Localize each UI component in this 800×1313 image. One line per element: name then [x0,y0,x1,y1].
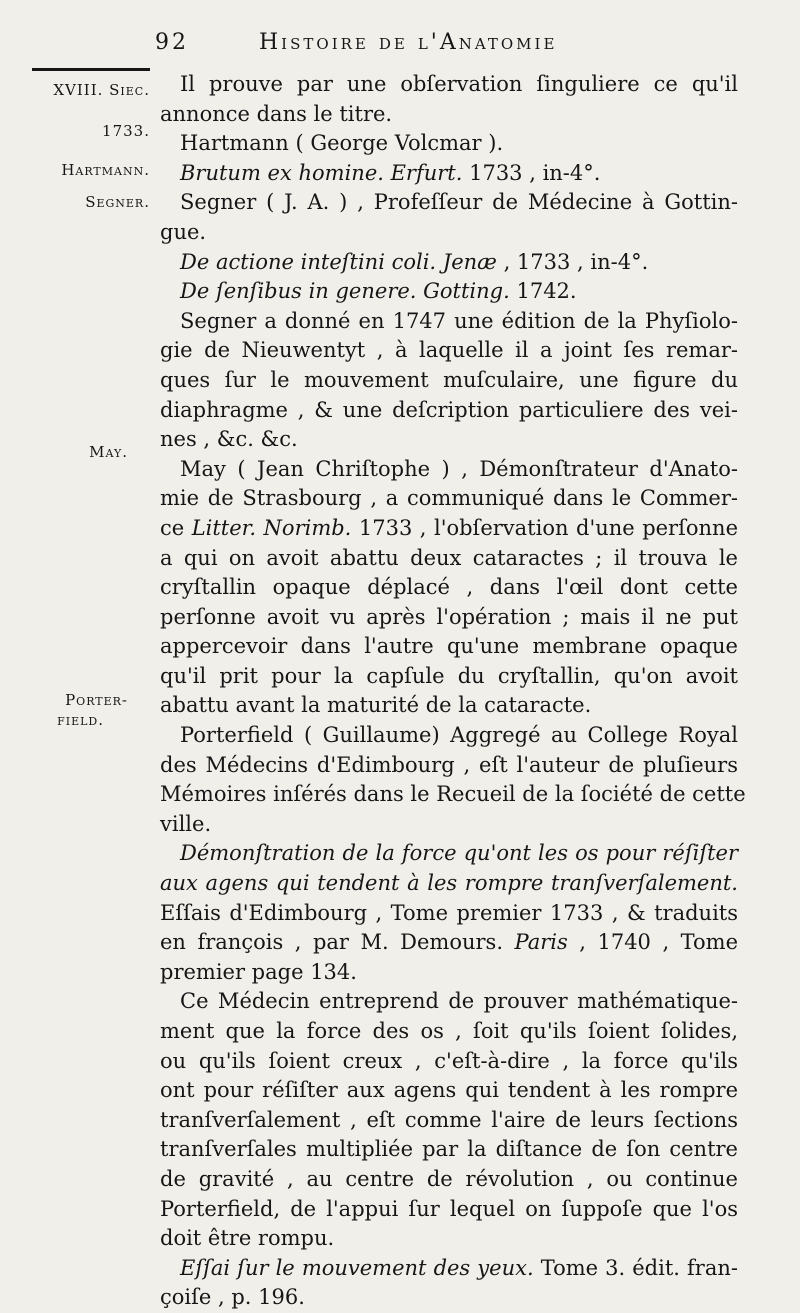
header-rule [32,68,150,71]
text-line: ont pour réſiſter aux agens qui tendent à les rompre [160,1078,738,1103]
text-fragment: Tome 3. édit. fran- [533,1255,738,1280]
text-fragment: , 1733 , in-4°. [496,249,649,274]
text-line: mie de Strasbourg , a communiqué dans le Commer- [160,486,738,511]
text-line: Segner ( J. A. ) , Profeſſeur de Médecine à Gottin- [180,190,738,215]
work-title: aux agens qui tendent à les rompre tranſverſalement. [160,871,738,896]
margin-name-may: May. [89,443,128,461]
work-title: Démonſtration de la force qu'ont les os pour réſiſter [180,841,738,866]
text-fragment: 1742. [509,279,577,304]
text-line: May ( Jean Chriſtophe ) , Démonſtrateur d'Anato- [180,456,738,481]
text-line: Segner a donné en 1747 une édition de la Phyſiolo- [180,308,738,333]
text-line: annonce dans le titre. [160,101,393,126]
text-line: Ce Médecin entreprend de prouver mathématique- [180,989,738,1014]
text-line [160,248,738,278]
text-line: doit être rompu. [160,1226,335,1251]
text-line: Il prouve par une obſervation ſinguliere ce qu'il [180,72,738,96]
text-line: cryſtallin opaque déplacé , dans l'œil dont cette [160,575,738,600]
text-fragment: en françois , par M. Demours. [160,930,515,955]
text-line: ou qu'ils ſoient creux , c'eſt-à-dire , la force qu'ils [160,1048,738,1073]
text-line: gie de Nieuwentyt , à laquelle il a joint ſes remar- [160,338,738,363]
text-line: ville. [160,811,212,836]
text-line: nes , &c. &c. [160,427,298,452]
place-name: Paris [514,930,568,955]
text-line: tranſverſalement , eſt comme l'aire de leurs ſections [160,1107,738,1132]
text-line [160,928,738,958]
text-line: des Médecins d'Edimbourg , eſt l'auteur de pluſieurs [160,752,738,777]
book-title: Brutum ex homine. Erfurt. [180,160,463,185]
text-line [160,1254,738,1284]
text-line: Porterfield ( Guillaume) Aggregé au College Royal [180,723,738,748]
text-line: perſonne avoit vu après l'opération ; mais il ne put [160,604,738,629]
margin-name-hartmann: Hartmann. [61,161,150,179]
text-line [160,839,738,869]
margin-name-segner: Segner. [85,193,150,211]
text-line: Hartmann ( George Volcmar ). [180,131,504,156]
text-fragment: ce [160,515,192,540]
text-line: abattu avant la maturité de la cataracte. [160,693,592,718]
running-head [155,30,740,64]
text-line [160,869,738,899]
page-number: 92 [155,30,189,55]
page-body [160,70,746,1313]
text-line [160,159,738,189]
work-title: Eſſai ſur le mouvement des yeux. [180,1255,534,1280]
margin-name-porterfield-1: Porter- [65,691,128,709]
text-fragment: , 1740 , Tome [567,930,738,955]
text-line: Porterfield, de l'appui ſur lequel on ſuppoſe que l'os [160,1196,738,1221]
margin-century: XVIII. Siec. [53,81,150,99]
journal-title: Litter. Norimb. [191,515,352,540]
text-line: qu'il prit pour la capſule du cryſtallin, qu'on avoit [160,663,738,688]
text-fragment: 1733 , in-4°. [462,160,601,185]
text-line: Mémoires inſérés dans le Recueil de la ſociété de cette [160,782,746,807]
text-line: premier page 134. [160,959,357,984]
text-line: a qui on avoit abattu deux cataractes ; il trouva le [160,545,738,570]
text-line: gue. [160,219,207,244]
text-line: çoiſe , p. 196. [160,1285,305,1310]
text-line [160,514,738,544]
text-line: diaphragme , & une deſcription particuliere des vei- [160,397,738,422]
book-title: De ſenſibus in genere. Gotting. [180,279,510,304]
text-line: appercevoir dans l'autre qu'une membrane opaque [160,634,738,659]
text-line: Eſſais d'Edimbourg , Tome premier 1733 , & traduits [160,900,738,925]
book-title: De actione inteſtini coli. Jenæ [180,249,497,274]
text-fragment: 1733 , l'obſervation d'une perſonne [351,515,738,540]
text-line: tranſverſales multipliée par la diſtance de ſon centre [160,1137,738,1162]
margin-year: 1733. [102,122,150,140]
page-title: Histoire de l'Anatomie [259,30,558,55]
margin-name-porterfield-2: field. [57,711,104,729]
text-line: ment que la force des os , ſoit qu'ils ſoient ſolides, [160,1019,738,1043]
text-line: de gravité , au centre de révolution , ou continue [160,1166,738,1191]
text-line: ques ſur le mouvement muſculaire, une figure du [160,367,738,392]
text-line [160,277,738,307]
